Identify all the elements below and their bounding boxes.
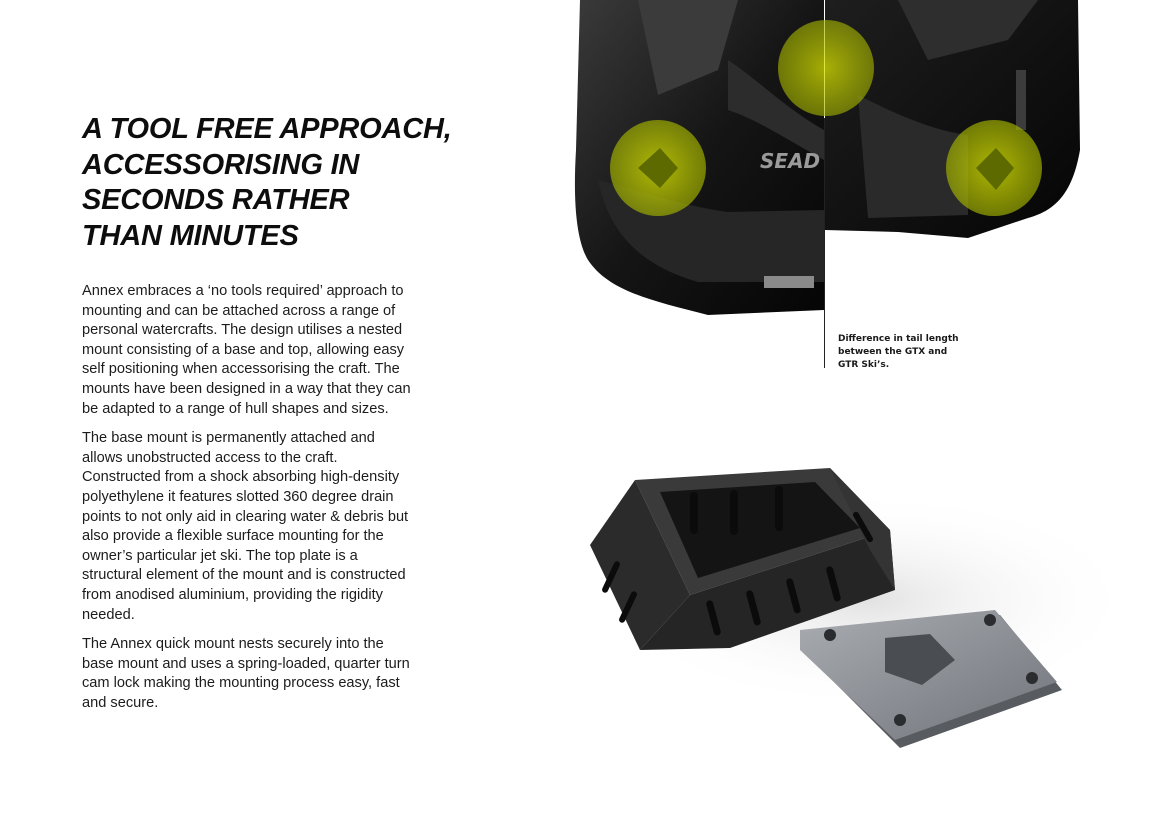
paragraph-intro: Annex embraces a ‘no tools required’ approach to mounting and can be attached across a range of personal watercrafts. The design utilises a nested mount consisting of a base and top, allowing easy self positioning when accessorising the craft. The mounts have been designed in a way that they can be adapted to a range of hull shapes and sizes.	[82, 283, 411, 417]
mount-assembly-image	[570, 450, 1130, 760]
tail-length-indicator-line	[824, 118, 825, 368]
hull-caption-line-2: between the GTX and	[838, 347, 948, 357]
gtr-hull-half	[825, 0, 1080, 238]
mount-highlight-top	[778, 20, 874, 116]
body-copy	[82, 282, 412, 723]
headline-line-4: THAN MINUTES	[82, 219, 299, 252]
headline-line-1: A TOOL FREE APPROACH,	[82, 113, 452, 145]
paragraph-quick-mount: The Annex quick mount nests securely into the base mount and uses a spring-loaded, quarter turn cam lock making the mounting process easy, fast and secure.	[82, 636, 410, 711]
headline	[82, 112, 502, 254]
paragraph-base-mount: The base mount is permanently attached and allows unobstructed access to the craft. Constructed from a shock absorbing high-density polyethylene it features slotted 360 degree drain points to not only aid in clearing water & debris but also provide a flexible surface mounting for the owner’s particular jet ski. The top plate is a structural element of the mount and is constructed from anodised aluminium, providing the rigidity needed.	[82, 430, 409, 623]
headline-line-3: SECONDS RATHER	[82, 184, 350, 216]
hull-comparison-image	[568, 0, 1088, 330]
brand-logo-text: SEAD	[760, 149, 821, 173]
hull-caption-line-1: Difference in tail length	[838, 334, 959, 344]
headline-line-2: ACCESSORISING IN	[82, 148, 360, 181]
hull-caption	[838, 333, 968, 372]
hull-caption-line-3: GTR Ski’s.	[838, 360, 890, 370]
